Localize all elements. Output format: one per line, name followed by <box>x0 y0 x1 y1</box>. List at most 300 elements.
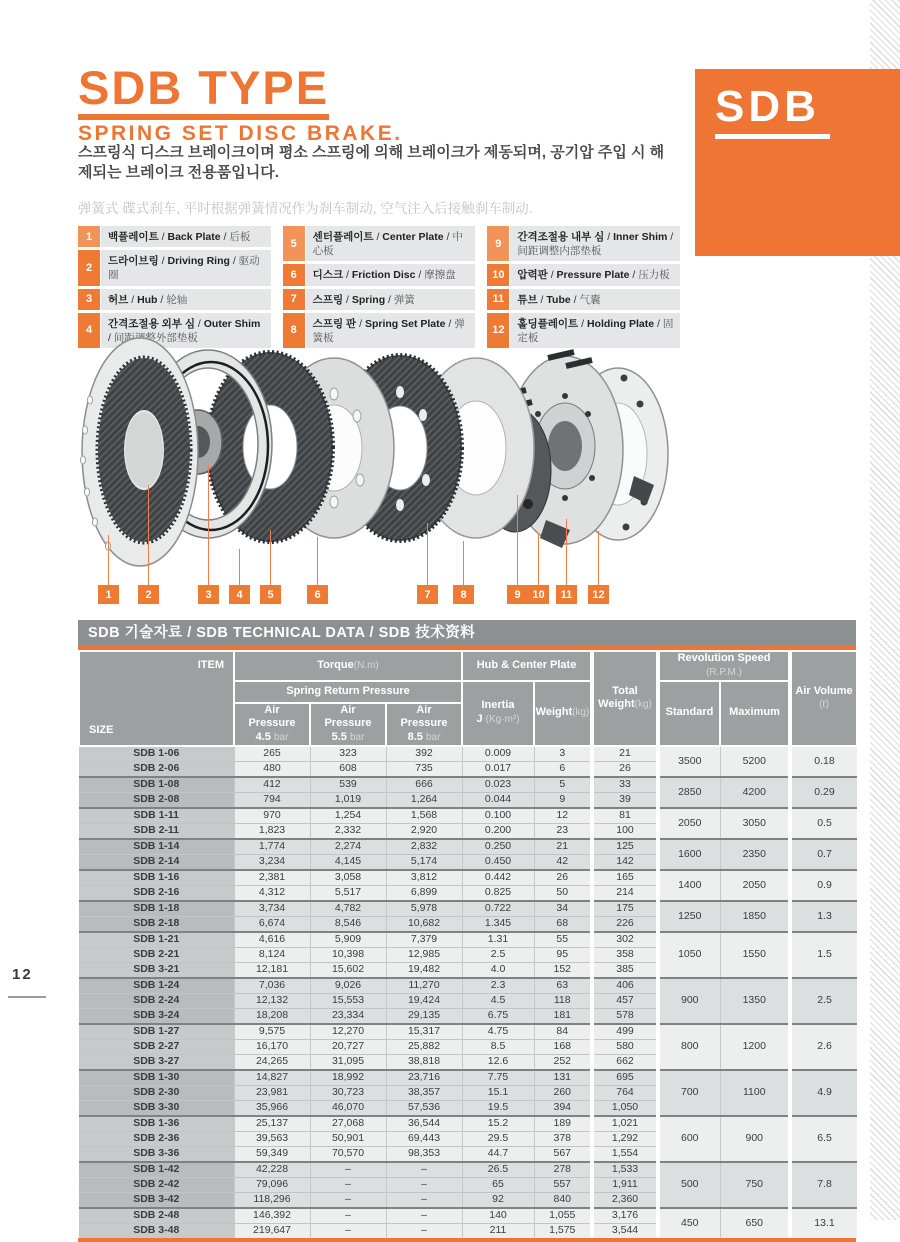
value-cell: 30,723 <box>310 1085 386 1100</box>
value-cell: 735 <box>386 761 462 777</box>
value-cell: 15,553 <box>310 993 386 1008</box>
callout-leader-line <box>517 495 518 585</box>
value-cell: 20,727 <box>310 1039 386 1054</box>
value-cell: 33 <box>592 777 658 793</box>
value-cell: 175 <box>592 901 658 917</box>
value-cell: 69,443 <box>386 1131 462 1146</box>
value-cell: 666 <box>386 777 462 793</box>
inertia-header: Inertia J (Kg·m²) <box>462 681 534 746</box>
callout-leader-line <box>317 537 318 585</box>
value-cell: 42 <box>534 854 592 870</box>
callout-badge: 11 <box>556 585 577 604</box>
value-cell: 1,568 <box>386 808 462 824</box>
value-cell: 42,228 <box>234 1162 310 1178</box>
value-cell: 21 <box>534 839 592 855</box>
part-label: 드라이브링 / Driving Ring / 驱动圈 <box>101 250 271 285</box>
value-cell: 9,575 <box>234 1024 310 1040</box>
value-cell: 15.2 <box>462 1116 534 1132</box>
value-cell: 8,124 <box>234 947 310 962</box>
value-cell: 29,135 <box>386 1008 462 1024</box>
value-cell: 19.5 <box>462 1100 534 1116</box>
value-cell: 5,174 <box>386 854 462 870</box>
value-cell: 12,270 <box>310 1024 386 1040</box>
weight-header: Weight(kg) <box>534 681 592 746</box>
size-cell: SDB 3-42 <box>79 1192 234 1208</box>
size-cell: SDB 2-08 <box>79 792 234 808</box>
callout-badge: 12 <box>588 585 609 604</box>
value-cell: 0.017 <box>462 761 534 777</box>
value-cell: 412 <box>234 777 310 793</box>
value-cell: 15,602 <box>310 962 386 978</box>
value-cell: 0.023 <box>462 777 534 793</box>
callout-badge: 6 <box>307 585 328 604</box>
value-cell: 10,682 <box>386 916 462 932</box>
value-cell: – <box>386 1162 462 1178</box>
value-cell: 4,145 <box>310 854 386 870</box>
part-row <box>487 226 680 261</box>
value-cell: 1,264 <box>386 792 462 808</box>
value-cell: 29.5 <box>462 1131 534 1146</box>
size-cell: SDB 2-18 <box>79 916 234 932</box>
value-cell: 323 <box>310 746 386 762</box>
exploded-view-area <box>78 330 670 610</box>
value-cell: 1850 <box>720 901 790 932</box>
value-cell: 4.75 <box>462 1024 534 1040</box>
value-cell: 1,554 <box>592 1146 658 1162</box>
technical-data-section <box>78 620 856 1242</box>
value-cell: 2,360 <box>592 1192 658 1208</box>
value-cell: 1250 <box>658 901 720 932</box>
size-cell: SDB 2-27 <box>79 1039 234 1054</box>
value-cell: 5,517 <box>310 885 386 901</box>
value-cell: 695 <box>592 1070 658 1086</box>
value-cell: 764 <box>592 1085 658 1100</box>
value-cell: 1,823 <box>234 823 310 839</box>
total-weight-header: Total Weight(kg) <box>592 651 658 746</box>
value-cell: 125 <box>592 839 658 855</box>
callout-leader-line <box>270 530 271 585</box>
value-cell: 1,050 <box>592 1100 658 1116</box>
value-cell: 7,379 <box>386 932 462 948</box>
hub-center-plate-header: Hub & Center Plate <box>462 651 592 681</box>
table-accent-bar-bottom <box>78 1238 856 1242</box>
part-label: 스프링 판 / Spring Set Plate / 弹簧板 <box>306 313 476 348</box>
value-cell: 662 <box>592 1054 658 1070</box>
part-label: 허브 / Hub / 轮轴 <box>101 289 271 310</box>
value-cell: 650 <box>720 1208 790 1238</box>
value-cell: – <box>386 1208 462 1224</box>
size-cell: SDB 1-14 <box>79 839 234 855</box>
torque-header: Torque(N.m) <box>234 651 462 681</box>
value-cell: 3,544 <box>592 1223 658 1238</box>
value-cell: 6,899 <box>386 885 462 901</box>
value-cell: 0.100 <box>462 808 534 824</box>
table-row <box>79 901 857 917</box>
value-cell: – <box>386 1192 462 1208</box>
size-cell: SDB 1-42 <box>79 1162 234 1178</box>
size-cell: SDB 1-18 <box>79 901 234 917</box>
value-cell: 1,533 <box>592 1162 658 1178</box>
page-subtitle: SPRING SET DISC BRAKE. <box>78 122 403 145</box>
value-cell: 2,274 <box>310 839 386 855</box>
size-cell: SDB 2-11 <box>79 823 234 839</box>
value-cell: 12,132 <box>234 993 310 1008</box>
value-cell: 214 <box>592 885 658 901</box>
value-cell: 1,774 <box>234 839 310 855</box>
value-cell: 800 <box>658 1024 720 1070</box>
value-cell: 5 <box>534 777 592 793</box>
value-cell: 50,901 <box>310 1131 386 1146</box>
page-number: 12 <box>12 966 33 983</box>
value-cell: 79,096 <box>234 1177 310 1192</box>
value-cell: 36,544 <box>386 1116 462 1132</box>
value-cell: 394 <box>534 1100 592 1116</box>
part-row <box>78 289 271 310</box>
size-cell: SDB 1-24 <box>79 978 234 994</box>
value-cell: 15.1 <box>462 1085 534 1100</box>
value-cell: 70,570 <box>310 1146 386 1162</box>
value-cell: 0.044 <box>462 792 534 808</box>
part-row <box>487 264 680 285</box>
value-cell: 970 <box>234 808 310 824</box>
table-row <box>79 1024 857 1040</box>
value-cell: 23,334 <box>310 1008 386 1024</box>
size-cell: SDB 3-21 <box>79 962 234 978</box>
size-cell: SDB 1-36 <box>79 1116 234 1132</box>
value-cell: 0.009 <box>462 746 534 762</box>
value-cell: 4,616 <box>234 932 310 948</box>
value-cell: 14,827 <box>234 1070 310 1086</box>
value-cell: 12 <box>534 808 592 824</box>
value-cell: 165 <box>592 870 658 886</box>
table-row <box>79 777 857 793</box>
part-number-badge: 4 <box>78 313 100 348</box>
size-cell: SDB 3-24 <box>79 1008 234 1024</box>
value-cell: 13.1 <box>790 1208 857 1238</box>
part-row <box>283 226 476 261</box>
callout-badge: 10 <box>528 585 549 604</box>
value-cell: 3,734 <box>234 901 310 917</box>
value-cell: 19,424 <box>386 993 462 1008</box>
value-cell: 140 <box>462 1208 534 1224</box>
callout-badge: 7 <box>417 585 438 604</box>
table-row <box>79 808 857 824</box>
page-title: SDB TYPE <box>78 64 329 120</box>
value-cell: 450 <box>658 1208 720 1238</box>
value-cell: 50 <box>534 885 592 901</box>
size-label: SIZE <box>89 724 114 736</box>
part-number-badge: 7 <box>283 289 305 310</box>
value-cell: 19,482 <box>386 962 462 978</box>
value-cell: 12,181 <box>234 962 310 978</box>
value-cell: 142 <box>592 854 658 870</box>
part-row <box>487 289 680 310</box>
callout-badge: 2 <box>138 585 159 604</box>
value-cell: 480 <box>234 761 310 777</box>
value-cell: 600 <box>658 1116 720 1162</box>
value-cell: 252 <box>534 1054 592 1070</box>
value-cell: 3 <box>534 746 592 762</box>
value-cell: 3,176 <box>592 1208 658 1224</box>
value-cell: 23,716 <box>386 1070 462 1086</box>
value-cell: 34 <box>534 901 592 917</box>
value-cell: 499 <box>592 1024 658 1040</box>
value-cell: 700 <box>658 1070 720 1116</box>
callout-badge: 1 <box>98 585 119 604</box>
value-cell: 2,332 <box>310 823 386 839</box>
callout-leader-line <box>463 541 464 585</box>
callout-leader-line <box>598 531 599 585</box>
value-cell: 0.825 <box>462 885 534 901</box>
value-cell: 406 <box>592 978 658 994</box>
exploded-view-diagram <box>78 330 670 582</box>
size-cell: SDB 1-11 <box>79 808 234 824</box>
description-chinese: 弹簧式 碟式刹车, 平时根据弹簧情况作为刹车制动, 空气注入后接触刹车制动. <box>78 201 533 216</box>
size-cell: SDB 2-30 <box>79 1085 234 1100</box>
table-row <box>79 870 857 886</box>
size-cell: SDB 2-48 <box>79 1208 234 1224</box>
size-cell: SDB 2-14 <box>79 854 234 870</box>
value-cell: 146,392 <box>234 1208 310 1224</box>
value-cell: 0.250 <box>462 839 534 855</box>
callout-leader-line <box>208 465 209 585</box>
value-cell: 1400 <box>658 870 720 901</box>
part-number-badge: 3 <box>78 289 100 310</box>
value-cell: 900 <box>658 978 720 1024</box>
value-cell: 2050 <box>658 808 720 839</box>
callout-leader-line <box>148 485 149 585</box>
value-cell: 9,026 <box>310 978 386 994</box>
value-cell: 68 <box>534 916 592 932</box>
value-cell: 1050 <box>658 932 720 978</box>
value-cell: 7,036 <box>234 978 310 994</box>
value-cell: 2.6 <box>790 1024 857 1070</box>
value-cell: 3500 <box>658 746 720 777</box>
part-label: 센터플레이트 / Center Plate / 中心板 <box>306 226 476 261</box>
value-cell: 8.5 <box>462 1039 534 1054</box>
value-cell: 385 <box>592 962 658 978</box>
value-cell: 3,812 <box>386 870 462 886</box>
air-pressure-55-header: Air Pressure 5.5 bar <box>310 703 386 746</box>
value-cell: – <box>310 1208 386 1224</box>
value-cell: 3050 <box>720 808 790 839</box>
value-cell: 378 <box>534 1131 592 1146</box>
technical-data-table <box>78 650 858 1238</box>
value-cell: 98,353 <box>386 1146 462 1162</box>
table-row <box>79 839 857 855</box>
value-cell: 608 <box>310 761 386 777</box>
value-cell: 1.3 <box>790 901 857 932</box>
value-cell: 35,966 <box>234 1100 310 1116</box>
description-korean: 스프링식 디스크 브레이크이며 평소 스프링에 의해 브레이크가 제동되며, 공기압 주입 시 해제되는 브레이크 전용품입니다. <box>78 144 665 182</box>
size-cell: SDB 2-21 <box>79 947 234 962</box>
value-cell: 12,985 <box>386 947 462 962</box>
value-cell: 84 <box>534 1024 592 1040</box>
value-cell: 7.75 <box>462 1070 534 1086</box>
value-cell: 26.5 <box>462 1162 534 1178</box>
value-cell: 265 <box>234 746 310 762</box>
value-cell: 63 <box>534 978 592 994</box>
callout-badge: 5 <box>260 585 281 604</box>
value-cell: – <box>386 1177 462 1192</box>
callout-leader-line <box>239 549 240 585</box>
value-cell: 226 <box>592 916 658 932</box>
value-cell: 8,546 <box>310 916 386 932</box>
value-cell: 1100 <box>720 1070 790 1116</box>
size-cell: SDB 2-36 <box>79 1131 234 1146</box>
revolution-speed-header: Revolution Speed (R.P.M.) <box>658 651 790 681</box>
value-cell: 15,317 <box>386 1024 462 1040</box>
value-cell: 0.5 <box>790 808 857 839</box>
value-cell: 539 <box>310 777 386 793</box>
callout-badge: 3 <box>198 585 219 604</box>
value-cell: 2.3 <box>462 978 534 994</box>
part-label: 압력판 / Pressure Plate / 压力板 <box>510 264 680 285</box>
value-cell: 500 <box>658 1162 720 1208</box>
standard-header: Standard <box>658 681 720 746</box>
value-cell: 118 <box>534 993 592 1008</box>
page-number-underline <box>8 996 46 998</box>
value-cell: 18,208 <box>234 1008 310 1024</box>
value-cell: 840 <box>534 1192 592 1208</box>
part-label: 백플레이트 / Back Plate / 后板 <box>101 226 271 247</box>
value-cell: 3,058 <box>310 870 386 886</box>
part-number-badge: 5 <box>283 226 305 261</box>
value-cell: 25,882 <box>386 1039 462 1054</box>
value-cell: 578 <box>592 1008 658 1024</box>
item-size-header-cell <box>79 651 234 746</box>
callout-leader-line <box>566 519 567 585</box>
value-cell: 6.5 <box>790 1116 857 1162</box>
air-volume-header: Air Volume (ℓ) <box>790 651 857 746</box>
value-cell: 44.7 <box>462 1146 534 1162</box>
table-row <box>79 932 857 948</box>
size-cell: SDB 1-08 <box>79 777 234 793</box>
size-cell: SDB 3-48 <box>79 1223 234 1238</box>
value-cell: 1,292 <box>592 1131 658 1146</box>
part-label: 스프링 / Spring / 弹簧 <box>306 289 476 310</box>
value-cell: 95 <box>534 947 592 962</box>
maximum-header: Maximum <box>720 681 790 746</box>
part-label: 간격조절용 외부 심 / Outer Shim / 间距调整外部垫板 <box>101 313 271 348</box>
value-cell: 900 <box>720 1116 790 1162</box>
value-cell: 5,978 <box>386 901 462 917</box>
value-cell: 0.442 <box>462 870 534 886</box>
value-cell: 260 <box>534 1085 592 1100</box>
value-cell: 5,909 <box>310 932 386 948</box>
size-cell: SDB 2-24 <box>79 993 234 1008</box>
value-cell: 278 <box>534 1162 592 1178</box>
value-cell: 219,647 <box>234 1223 310 1238</box>
table-title-bar: SDB 기술자료 / SDB TECHNICAL DATA / SDB 技术资料 <box>78 620 856 646</box>
value-cell: 23 <box>534 823 592 839</box>
value-cell: 131 <box>534 1070 592 1086</box>
value-cell: 1.345 <box>462 916 534 932</box>
callout-leader-line <box>427 523 428 585</box>
value-cell: 1350 <box>720 978 790 1024</box>
item-label: ITEM <box>197 659 224 671</box>
value-cell: – <box>310 1162 386 1178</box>
value-cell: 16,170 <box>234 1039 310 1054</box>
value-cell: 557 <box>534 1177 592 1192</box>
value-cell: 46,070 <box>310 1100 386 1116</box>
value-cell: 1600 <box>658 839 720 870</box>
value-cell: 6 <box>534 761 592 777</box>
value-cell: 12.6 <box>462 1054 534 1070</box>
value-cell: 0.9 <box>790 870 857 901</box>
value-cell: 168 <box>534 1039 592 1054</box>
value-cell: 2,381 <box>234 870 310 886</box>
back-plate-shape <box>81 338 199 566</box>
value-cell: 4200 <box>720 777 790 808</box>
value-cell: 0.450 <box>462 854 534 870</box>
size-cell: SDB 3-27 <box>79 1054 234 1070</box>
value-cell: 31,095 <box>310 1054 386 1070</box>
value-cell: 39 <box>592 792 658 808</box>
value-cell: 392 <box>386 746 462 762</box>
value-cell: 302 <box>592 932 658 948</box>
part-label: 디스크 / Friction Disc / 摩擦盘 <box>306 264 476 285</box>
value-cell: 118,296 <box>234 1192 310 1208</box>
value-cell: 4,782 <box>310 901 386 917</box>
size-cell: SDB 1-30 <box>79 1070 234 1086</box>
size-cell: SDB 1-16 <box>79 870 234 886</box>
value-cell: 25,137 <box>234 1116 310 1132</box>
part-label: 홀딩플레이트 / Holding Plate / 固定板 <box>510 313 680 348</box>
value-cell: 100 <box>592 823 658 839</box>
value-cell: 38,818 <box>386 1054 462 1070</box>
value-cell: 10,398 <box>310 947 386 962</box>
value-cell: – <box>310 1177 386 1192</box>
value-cell: 27,068 <box>310 1116 386 1132</box>
table-row <box>79 746 857 762</box>
air-pressure-85-header: Air Pressure 8.5 bar <box>386 703 462 746</box>
value-cell: 39,563 <box>234 1131 310 1146</box>
value-cell: 211 <box>462 1223 534 1238</box>
air-pressure-45-header: Air Pressure 4.5 bar <box>234 703 310 746</box>
callout-leader-line <box>538 533 539 585</box>
value-cell: – <box>386 1223 462 1238</box>
value-cell: 2050 <box>720 870 790 901</box>
part-row <box>78 226 271 247</box>
value-cell: 457 <box>592 993 658 1008</box>
value-cell: 65 <box>462 1177 534 1192</box>
size-cell: SDB 1-21 <box>79 932 234 948</box>
part-number-badge: 1 <box>78 226 100 247</box>
part-number-badge: 8 <box>283 313 305 348</box>
value-cell: 2350 <box>720 839 790 870</box>
value-cell: 0.29 <box>790 777 857 808</box>
value-cell: – <box>310 1192 386 1208</box>
size-cell: SDB 2-42 <box>79 1177 234 1192</box>
value-cell: 38,357 <box>386 1085 462 1100</box>
part-number-badge: 2 <box>78 250 100 285</box>
value-cell: – <box>310 1223 386 1238</box>
part-row <box>78 250 271 285</box>
table-row <box>79 1116 857 1132</box>
value-cell: 2850 <box>658 777 720 808</box>
value-cell: 81 <box>592 808 658 824</box>
value-cell: 6.75 <box>462 1008 534 1024</box>
size-cell: SDB 2-06 <box>79 761 234 777</box>
size-cell: SDB 1-27 <box>79 1024 234 1040</box>
value-cell: 358 <box>592 947 658 962</box>
value-cell: 580 <box>592 1039 658 1054</box>
value-cell: 181 <box>534 1008 592 1024</box>
value-cell: 2,832 <box>386 839 462 855</box>
value-cell: 1.31 <box>462 932 534 948</box>
value-cell: 1,911 <box>592 1177 658 1192</box>
